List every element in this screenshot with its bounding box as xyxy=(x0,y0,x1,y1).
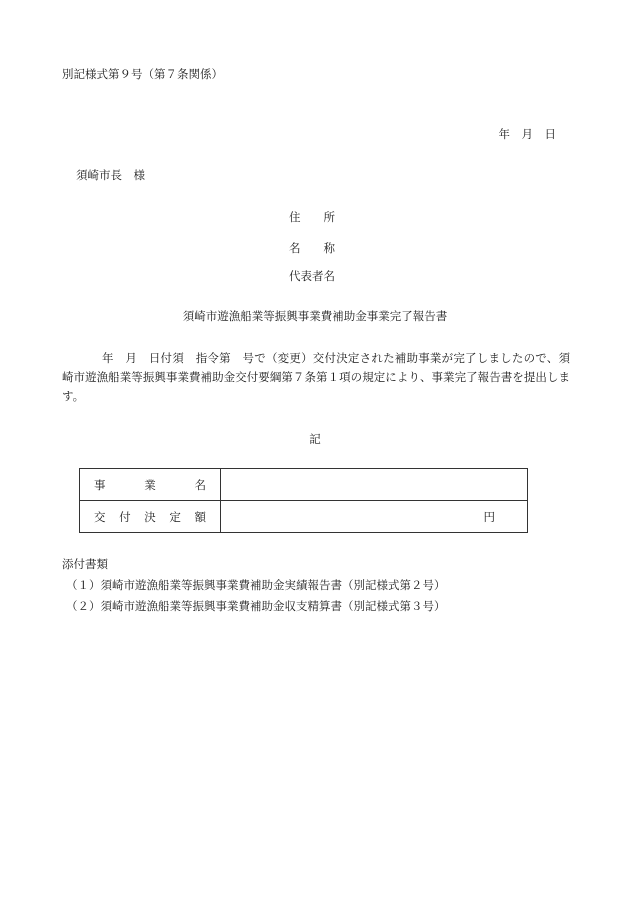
label-char: 額 xyxy=(194,509,206,524)
label-char: 名 xyxy=(194,477,206,492)
attachment-item: （２）須崎市遊漁船業等振興事業費補助金収支精算書（別記様式第３号） xyxy=(66,599,446,613)
label-char: 交 xyxy=(94,509,106,524)
grant-amount-label xyxy=(80,501,221,533)
ki-heading: 記 xyxy=(309,432,321,446)
form-number: 別記様式第９号（第７条関係） xyxy=(62,67,223,81)
label-char: 決 xyxy=(144,509,156,524)
document-title: 須崎市遊漁船業等振興事業費補助金事業完了報告書 xyxy=(182,309,448,323)
project-name-label xyxy=(80,469,221,501)
attachment-item: （１）須崎市遊漁船業等振興事業費補助金実績報告書（別記様式第２号） xyxy=(66,578,446,592)
addressee: 須崎市長 様 xyxy=(76,168,145,182)
project-name-value[interactable] xyxy=(221,469,528,501)
label-char: 付 xyxy=(119,509,131,524)
applicant-representative-label: 代表者名 xyxy=(289,269,335,283)
date-placeholder: 年 月 日 xyxy=(498,127,556,141)
label-char: 定 xyxy=(169,509,181,524)
body-text: 年 月 日付須 指令第 号で（変更）交付決定された補助事業が完了しましたので、須崎市遊漁船業等振興事業費補助金交付要綱第７条第１項の規定により、事業完了報告書を提出します。 xyxy=(62,351,570,403)
attachments-title: 添付書類 xyxy=(62,557,108,571)
label-char: 業 xyxy=(144,477,156,492)
label-char: 事 xyxy=(94,477,106,492)
table-row xyxy=(80,501,528,533)
info-table xyxy=(79,468,528,533)
grant-amount-value[interactable]: 円 xyxy=(221,501,528,533)
applicant-name-label: 名 称 xyxy=(289,241,335,255)
applicant-address-label: 住 所 xyxy=(289,210,335,224)
table-row xyxy=(80,469,528,501)
